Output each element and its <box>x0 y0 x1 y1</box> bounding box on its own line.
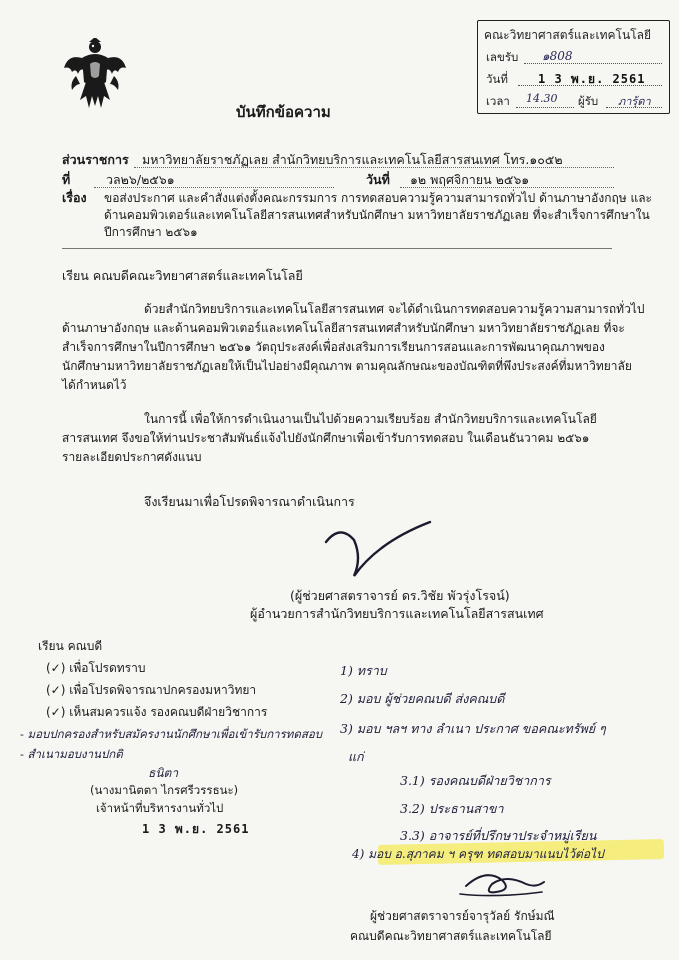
subject-line-2: ด้านคอมพิวเตอร์และเทคโนโลยีสารสนเทศสำหรับนักศึกษา มหาวิทยาลัยราชภัฏเลย ที่จะสำเร็จการศึกษาใน <box>104 208 650 222</box>
staff-note-item-3: (✓) เห็นสมควรแจ้ง รองคณบดีฝ่ายวิชาการ <box>46 705 268 719</box>
director-name: (ผู้ช่วยศาสตราจารย์ ดร.วิชัย พัวรุ่งโรจน์) <box>290 588 510 603</box>
closing-line: จึงเรียนมาเพื่อโปรดพิจารณาดำเนินการ <box>144 494 355 509</box>
staff-note-date: 1 3 พ.ย. 2561 <box>142 822 250 836</box>
subject-line-3: ปีการศึกษา ๒๕๖๑ <box>104 225 198 239</box>
stamp-date-label: วันที่ <box>486 72 508 86</box>
staff-note-hand-1: - มอบปกครองสำหรับสมัครงานนักศึกษาเพื่อเข้ารับการทดสอบ <box>20 727 323 741</box>
para2-line-1: ในการนี้ เพื่อให้การดำเนินงานเป็นไปด้วยความเรียบร้อย สำนักวิทยบริการและเทคโนโลยี <box>144 412 597 426</box>
para2-line-2: สารสนเทศ จึงขอให้ท่านประชาสัมพันธ์แจ้งไปยังนักศึกษาเพื่อเข้ารับการทดสอบ ในเดือนธันวาคม ๒๕๖๑ <box>62 431 590 445</box>
dean-note-line-8: 4) มอบ อ.สุภาคม ฯ ครุฑ ทดสอบมาแนบไว้ต่อไป <box>352 847 604 861</box>
para1-line-1: ด้วยสำนักวิทยบริการและเทคโนโลยีสารสนเทศ จะได้ดำเนินการทดสอบความรู้ความสามารถทั่วไป <box>144 302 645 316</box>
ref-value: วล๒๖/๒๕๖๑ <box>106 172 175 187</box>
staff-note-name: (นางมานิตตา ไกรศรีวรรธนะ) <box>90 783 239 797</box>
para2-line-3: รายละเอียดประกาศดังแนบ <box>62 450 202 464</box>
dean-note-line-1: 1) ทราบ <box>340 663 387 678</box>
stamp-time-value: 14.30 <box>526 92 558 105</box>
date-label: วันที่ <box>366 172 390 187</box>
header-divider <box>62 248 612 249</box>
agency-value: มหาวิทยาลัยราชภัฏเลย สำนักวิทยบริการและเทคโนโลยีสารสนเทศ โทร.๑๐๕๒ <box>142 152 563 167</box>
date-value: ๑๒ พฤศจิกายน ๒๕๖๑ <box>410 172 530 187</box>
dean-note-line-6: 3.2) ประธานสาขา <box>400 801 504 816</box>
stamp-receiver-label: ผู้รับ <box>578 94 599 108</box>
stamp-org: คณะวิทยาศาสตร์และเทคโนโลยี <box>484 28 651 42</box>
director-title: ผู้อำนวยการสำนักวิทยบริการและเทคโนโลยีสารสนเทศ <box>250 606 544 621</box>
para1-line-5: ได้กำหนดไว้ <box>62 378 127 392</box>
subject-label: เรื่อง <box>62 190 87 205</box>
director-signature-icon <box>318 518 438 582</box>
para1-line-2: ด้านภาษาอังกฤษ และด้านคอมพิวเตอร์และเทคโนโลยีสารสนเทศสำหรับนักศึกษา มหาวิทยาลัยราชภัฏเลย ที่จะ <box>62 321 625 335</box>
para1-line-4: นักศึกษามหาวิทยาลัยราชภัฏเลยให้เป็นไปอย่างมีคุณภาพ ตามคุณลักษณะของบัณฑิตที่พึงประสงค์ที่มหาวิทยาลัย <box>62 359 632 373</box>
staff-note-to: เรียน คณบดี <box>38 639 103 653</box>
stamp-receiver-value: ภารุ้ดา <box>618 95 651 108</box>
memo-title: บันทึกข้อความ <box>236 103 331 121</box>
staff-note-item-2: (✓) เพื่อโปรดพิจารณาปกครองมหาวิทยา <box>46 683 257 697</box>
ref-label: ที่ <box>62 172 71 187</box>
salutation: เรียน คณบดีคณะวิทยาศาสตร์และเทคโนโลยี <box>62 268 303 283</box>
dean-position: คณบดีคณะวิทยาศาสตร์และเทคโนโลยี <box>350 929 552 943</box>
garuda-emblem-icon <box>62 38 128 112</box>
staff-note-item-1: (✓) เพื่อโปรดทราบ <box>46 661 146 675</box>
staff-note-position: เจ้าหน้าที่บริหารงานทั่วไป <box>96 801 224 815</box>
para1-line-3: สำเร็จการศึกษาในปีการศึกษา ๒๕๖๑ วัตถุประสงค์เพื่อส่งเสริมการเรียนการสอนและการพัฒนาคุณภาพของ <box>62 340 605 354</box>
stamp-time-label: เวลา <box>486 94 510 108</box>
dean-note-line-2: 2) มอบ ผู้ช่วยคณบดี ส่งคณบดี <box>340 691 505 706</box>
staff-note-sign: ธนิตา <box>148 766 179 780</box>
dean-note-line-5: 3.1) รองคณบดีฝ่ายวิชาการ <box>400 773 551 788</box>
staff-note-hand-2: - สำเนามอบงานปกติ <box>20 747 123 761</box>
dean-note-line-3: 3) มอบ ฯลฯ ทาง ลำเนา ประกาศ ขอคณะทรัพย์ ๆ <box>340 721 606 736</box>
stamp-receipt-label: เลขรับ <box>486 50 519 64</box>
stamp-date-value: 1 3 พ.ย. 2561 <box>538 72 646 86</box>
dean-note-line-4: แก่ <box>348 749 364 764</box>
receipt-stamp <box>477 20 670 114</box>
stamp-receipt-value: ๑808 <box>542 49 573 63</box>
dean-name: ผู้ช่วยศาสตราจารย์จารุวัลย์ รักษ์มณี <box>370 909 555 923</box>
subject-line-1: ขอส่งประกาศ และคำสั่งแต่งตั้งคณะกรรมการ การทดสอบความรู้ความสามารถทั่วไป ด้านภาษาอังกฤษ และ <box>104 191 652 205</box>
agency-label: ส่วนราชการ <box>62 152 129 167</box>
dean-note-line-7: 3.3) อาจารย์ที่ปรึกษาประจำหมู่เรียน <box>400 828 597 843</box>
dean-signature-icon <box>456 866 548 900</box>
